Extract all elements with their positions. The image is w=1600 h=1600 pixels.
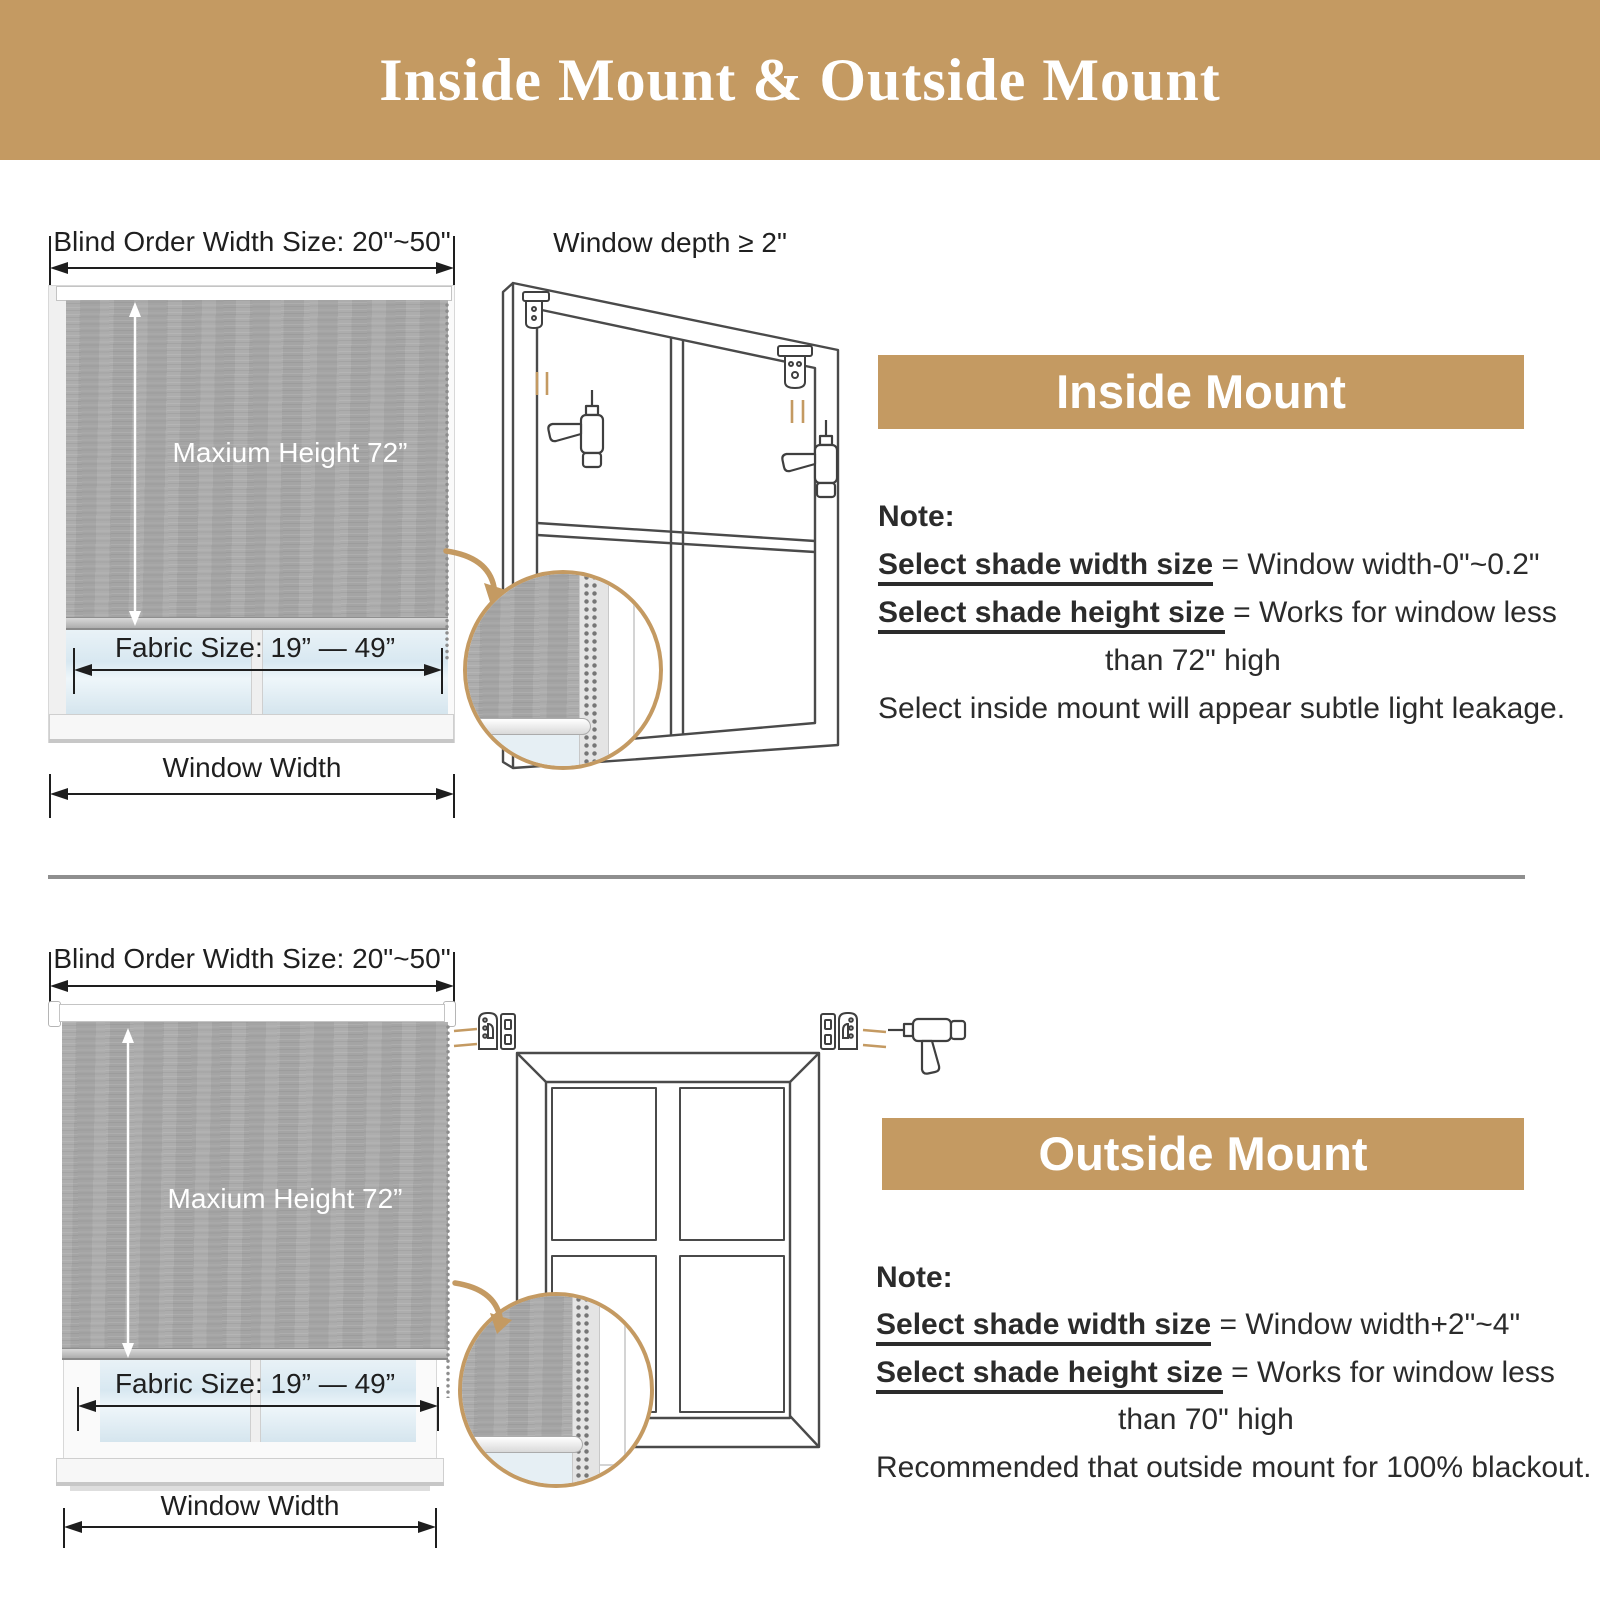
outside-note-extra: Recommended that outside mount for 100% blackout.: [876, 1451, 1592, 1484]
shade-width-def: = Window width-0"~0.2": [1213, 548, 1540, 581]
inside-window-width-arrow: [44, 772, 460, 822]
shade-height-def: = Works for window less: [1224, 596, 1557, 629]
inside-window-left-jamb: [49, 286, 67, 742]
outside-height-arrow: [117, 1028, 139, 1358]
section-divider: [48, 875, 1525, 879]
inside-note-label: Note:: [878, 500, 955, 533]
magnified-bead-chain: [575, 1296, 590, 1488]
drill-icon: [886, 1012, 978, 1084]
drill-icon: [538, 388, 610, 480]
shade-width-term: Select shade width size: [878, 548, 1213, 586]
inside-window-depth-label: Window depth ≥ 2": [553, 227, 787, 258]
outside-note-width-rule: [876, 1306, 1520, 1344]
inside-fabric-size-label: Fabric Size: 19” — 49”: [114, 632, 396, 663]
drill-icon: [772, 418, 844, 510]
window-frame-line: [633, 574, 635, 770]
magnified-glass: [462, 1452, 572, 1488]
shade-height-def: = Works for window less: [1222, 1356, 1555, 1389]
outside-mount-heading: Outside Mount: [1038, 1127, 1368, 1180]
window-frame-line: [592, 1464, 654, 1466]
inside-height-arrow: [124, 302, 146, 626]
window-frame-line: [624, 1296, 626, 1488]
outside-note-height-rule: [876, 1354, 1555, 1392]
shade-width-term: Select shade width size: [876, 1308, 1211, 1346]
inside-note-extra: Select inside mount will appear subtle light leakage.: [878, 692, 1566, 725]
shade-width-def: = Window width+2"~4": [1211, 1308, 1521, 1341]
outside-fabric-size-arrow: [74, 1387, 442, 1433]
inside-mount-banner: [878, 355, 1524, 429]
magnified-bead-chain: [583, 574, 598, 770]
outside-mount-banner: [882, 1118, 1524, 1190]
outside-note-label: Note:: [876, 1261, 953, 1294]
outside-max-height-label: Maxium Height 72”: [167, 1183, 403, 1214]
inside-blind-top-rail: [56, 286, 452, 301]
outside-note-height-rule-cont: than 70" high: [1118, 1403, 1294, 1436]
outside-fabric-size-label: Fabric Size: 19” — 49”: [114, 1368, 396, 1399]
inside-note-height-rule-cont: than 72" high: [1105, 644, 1281, 677]
outside-bead-chain: [444, 1024, 452, 1398]
page-title: Inside Mount & Outside Mount: [379, 47, 1221, 113]
magnified-glass: [467, 734, 579, 770]
magnifier-pointer-arrow: [448, 1278, 516, 1340]
screw-lines: [862, 1024, 888, 1052]
mounting-bracket-icon: [476, 1010, 518, 1052]
inside-note-height-rule: [878, 594, 1557, 632]
magnified-bottom-bar: [462, 1436, 583, 1453]
mounting-bracket-icon: [818, 1010, 860, 1052]
outside-window-width-label: Window Width: [160, 1490, 340, 1521]
inside-mount-heading: Inside Mount: [1056, 365, 1346, 418]
shade-height-term: Select shade height size: [876, 1356, 1223, 1394]
inside-fabric-size-arrow: [70, 645, 446, 697]
outside-order-width-arrow: [44, 950, 460, 1012]
magnified-bottom-bar: [467, 718, 591, 735]
inside-sill-shadow: [49, 739, 454, 743]
outside-blind-top-rail: [59, 1004, 445, 1022]
outside-window-width-arrow: [58, 1506, 442, 1550]
outside-window-sill: [56, 1458, 444, 1484]
shade-height-term: Select shade height size: [878, 596, 1225, 634]
inside-window-width-label: Window Width: [162, 752, 342, 783]
magnifier-pointer-arrow: [438, 545, 510, 611]
inside-order-width-label: Blind Order Width Size: 20"~50": [53, 226, 451, 257]
inside-window-sill: [49, 714, 454, 740]
inside-note-width-rule: [878, 546, 1540, 584]
outside-order-width-label: Blind Order Width Size: 20"~50": [53, 943, 451, 974]
inside-max-height-label: Maxium Height 72”: [172, 437, 408, 468]
